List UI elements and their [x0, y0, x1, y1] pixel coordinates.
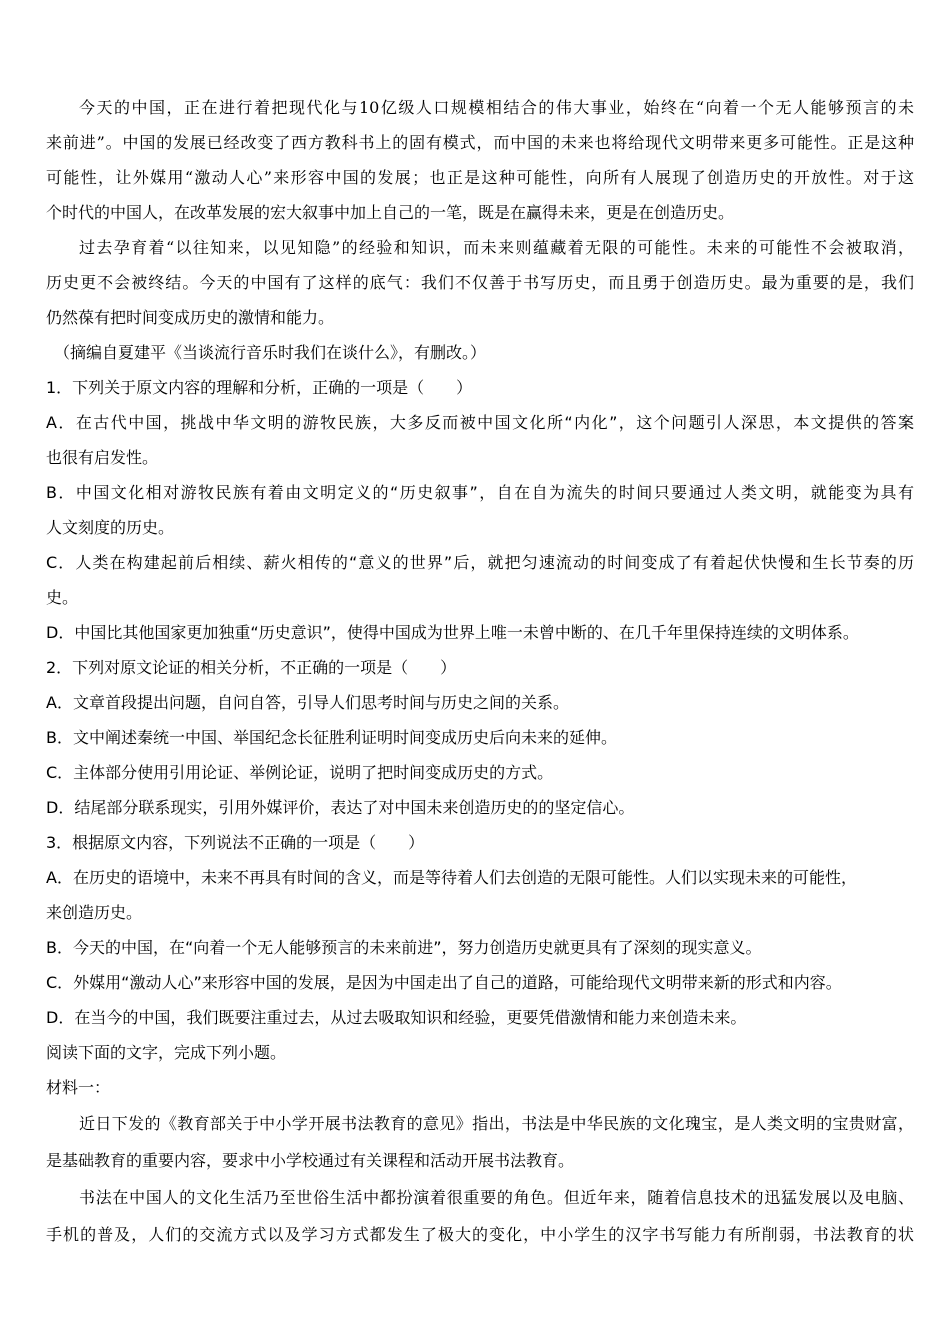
answer-option-b: B．今天的中国，在“向着一个无人能够预言的未来前进”，努力创造历史就更具有了深刻的现实意义。	[46, 938, 762, 957]
answer-option-b	[46, 475, 914, 545]
source-note: （摘编自夏建平《当谈流行音乐时我们在谈什么》，有删改。）	[54, 343, 487, 362]
question-stem: 1．下列关于原文内容的理解和分析，正确的一项是（ ）	[46, 378, 473, 397]
question-block	[46, 825, 914, 1035]
text-line: A．在古代中国，挑战中华文明的游牧民族，大多反而被中国文化所“内化”，这个问题引人深思，本文提供的答案	[46, 413, 914, 432]
text-line: 近日下发的《教育部关于中小学开展书法教育的意见》指出，书法是中华民族的文化瑰宝，是人类文明的宝贵财富，	[79, 1114, 914, 1133]
answer-option-b: B．文中阐述秦统一中国、举国纪念长征胜利证明时间变成历史后向未来的延伸。	[46, 728, 617, 747]
text-line: 历史更不会被终结。今天的中国有了这样的底气：我们不仅善于书写历史，而且勇于创造历史。最为重要的是，我们	[46, 273, 914, 292]
passage-paragraph	[46, 90, 914, 230]
answer-option-d: D．结尾部分联系现实，引用外媒评价，表达了对中国未来创造历史的的坚定信心。	[46, 798, 635, 817]
answer-option-c	[46, 545, 914, 615]
text-line: 过去孕育着“以往知来，以见知隐”的经验和知识，而未来则蕴藏着无限的可能性。未来的可能性不会被取消，	[79, 238, 914, 257]
text-line: 人文刻度的历史。	[46, 518, 175, 537]
text-line: 也很有启发性。	[46, 448, 159, 467]
answer-option-d	[46, 615, 914, 650]
question-stem: 2．下列对原文论证的相关分析，不正确的一项是（ ）	[46, 658, 457, 677]
text-line: C．人类在构建起前后相续、薪火相传的“意义的世界”后，就把匀速流动的时间变成了有着起伏快慢和生长节奏的历	[46, 553, 914, 572]
material-paragraph	[46, 1105, 914, 1179]
text-line: D．中国比其他国家更加独重“历史意识”，使得中国成为世界上唯一未曾中断的、在几千年里保持连续的文明体系。	[46, 623, 859, 642]
answer-option-d: D．在当今的中国，我们既要注重过去，从过去吸取知识和经验，更要凭借激情和能力来创造未来。	[46, 1008, 747, 1027]
question-block	[46, 370, 914, 650]
text-line: 今天的中国，正在进行着把现代化与10亿级人口规模相结合的伟大事业，始终在“向着一个无人能够预言的未	[79, 98, 914, 117]
reading-instruction: 阅读下面的文字，完成下列小题。	[46, 1043, 287, 1062]
text-line: 手机的普及，人们的交流方式以及学习方式都发生了极大的变化，中小学生的汉字书写能力有所削弱，书法教育的状	[46, 1225, 914, 1244]
text-line: A．在历史的语境中，未来不再具有时间的含义，而是等待着人们去创造的无限可能性。人们以实现未来的可能性，	[46, 868, 857, 887]
text-line: 来创造历史。	[46, 903, 143, 922]
text-line: 史。	[46, 588, 79, 607]
document-page	[46, 90, 914, 1253]
answer-option-a: A．文章首段提出问题，自问自答，引导人们思考时间与历史之间的关系。	[46, 693, 569, 712]
text-line: 来前进”。中国的发展已经改变了西方教科书上的固有模式，而中国的未来也将给现代文明带来更多可能性。正是这种	[46, 133, 914, 152]
answer-option-a	[46, 860, 914, 930]
answer-option-c: C．主体部分使用引用论证、举例论证，说明了把时间变成历史的方式。	[46, 763, 554, 782]
text-line: 仍然葆有把时间变成历史的激情和能力。	[46, 308, 335, 327]
answer-option-c: C．外媒用“激动人心”来形容中国的发展，是因为中国走出了自己的道路，可能给现代文明带来新的形式和内容。	[46, 973, 842, 992]
question-stem: 3．根据原文内容，下列说法不正确的一项是（ ）	[46, 833, 425, 852]
text-line: 书法在中国人的文化生活乃至世俗生活中都扮演着很重要的角色。但近年来，随着信息技术的迅猛发展以及电脑、	[79, 1188, 914, 1207]
material-heading: 材料一：	[46, 1078, 111, 1097]
passage-paragraph	[46, 230, 914, 335]
text-line: 个时代的中国人，在改革发展的宏大叙事中加上自己的一笔，既是在赢得未来，更是在创造历史。	[46, 203, 735, 222]
question-block	[46, 650, 914, 825]
text-line: 可能性，让外媒用“激动人心”来形容中国的发展；也正是这种可能性，向所有人展现了创造历史的开放性。对于这	[46, 168, 914, 187]
material-paragraph	[46, 1179, 914, 1253]
text-line: 是基础教育的重要内容，要求中小学校通过有关课程和活动开展书法教育。	[46, 1151, 575, 1170]
text-line: B．中国文化相对游牧民族有着由文明定义的“历史叙事”，自在自为流失的时间只要通过人类文明，就能变为具有	[46, 483, 914, 502]
answer-option-a	[46, 405, 914, 475]
